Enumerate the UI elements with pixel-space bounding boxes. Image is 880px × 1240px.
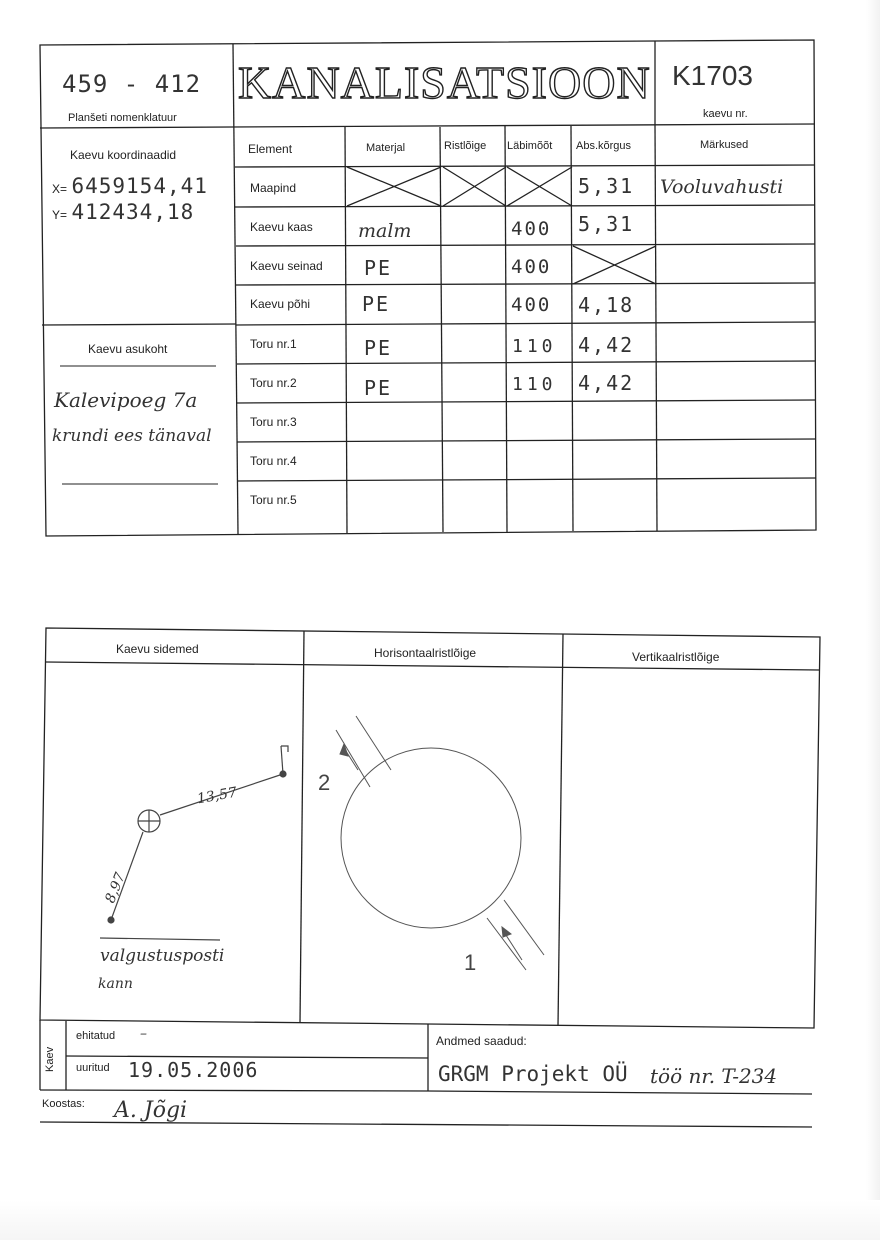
row-abs-5: 4,42 (578, 371, 635, 395)
coordinate-x-label: X= (52, 182, 68, 196)
built-label: ehitatud (76, 1030, 116, 1042)
horizontal-section-diagram (304, 670, 559, 1010)
col-header-labimoot: Läbimõõt (507, 140, 553, 152)
row-materjal-4: PE (364, 336, 393, 360)
well-cross-section-circle (341, 748, 521, 928)
tie-distance-1: 13,57 (195, 784, 239, 808)
row-labimoot-2: 400 (511, 256, 552, 278)
row-element-3: Kaevu põhi (250, 297, 311, 311)
col-header-ristloige: Ristlõige (444, 140, 487, 152)
vertical-section-label: Vertikaalristlõige (632, 650, 720, 664)
built-value: – (140, 1026, 147, 1042)
row-abs-3: 4,18 (578, 293, 635, 317)
well-number-label: kaevu nr. (703, 108, 748, 120)
compiled-label: Koostas: (42, 1098, 85, 1110)
horizontal-section-label: Horisontaalristlõige (374, 646, 477, 660)
pipe-2-label: 2 (318, 770, 331, 795)
well-number-value: K1703 (672, 60, 753, 91)
data-source-value: GRGM Projekt OÜ (438, 1062, 628, 1086)
surveyed-label: uuritud (76, 1062, 110, 1074)
form-title: KANALISATSIOON (238, 57, 651, 108)
tie-distance-2: 8,97 (102, 870, 129, 906)
row-abs-1: 5,31 (578, 212, 635, 236)
ties-label: Kaevu sidemed (116, 642, 199, 656)
coordinate-y (52, 200, 194, 224)
nomenclature-value: 459 - 412 (62, 70, 202, 98)
row-element-6: Toru nr.3 (250, 415, 297, 429)
row-element-5: Toru nr.2 (250, 376, 297, 390)
row-element-2: Kaevu seinad (250, 259, 323, 273)
coordinate-y-label: Y= (52, 208, 68, 222)
row-materjal-2: PE (364, 256, 393, 280)
location-line-2: krundi ees tänaval (52, 426, 212, 446)
col-header-element: Element (248, 142, 293, 156)
row-element-1: Kaevu kaas (250, 220, 313, 234)
coordinate-y-value: 412434,18 (71, 200, 195, 224)
work-number-value: töö nr. T-234 (650, 1064, 778, 1088)
row-labimoot-1: 400 (511, 218, 552, 240)
nomenclature-label: Planšeti nomenklatuur (68, 112, 177, 124)
compiled-value: A. Jõgi (114, 1098, 188, 1123)
location-line-1: Kalevipoeg 7a (54, 388, 198, 412)
row-element-8: Toru nr.5 (250, 493, 297, 507)
row-abs-4: 4,42 (578, 333, 635, 357)
coordinate-x (52, 174, 208, 198)
tie-target-label-2: kann (98, 976, 133, 992)
row-element-0: Maapind (250, 181, 297, 195)
row-materjal-5: PE (364, 376, 393, 400)
coordinate-x-value: 6459154,41 (71, 174, 208, 198)
col-header-materjal: Materjal (366, 142, 406, 154)
col-header-markused: Märkused (700, 139, 749, 151)
footer-side-label: Kaev (44, 1046, 56, 1072)
row-materjal-1: malm (358, 220, 412, 242)
coordinates-label: Kaevu koordinaadid (70, 148, 177, 162)
tie-target-label: valgustusposti (100, 946, 225, 966)
row-element-7: Toru nr.4 (250, 454, 297, 468)
row-markused-0: Vooluvahusti (660, 176, 784, 198)
location-label: Kaevu asukoht (88, 342, 168, 356)
row-materjal-3: PE (362, 292, 391, 316)
row-labimoot-3: 400 (511, 294, 552, 316)
data-source-label: Andmed saadud: (436, 1034, 527, 1048)
col-header-abs-korgus: Abs.kõrgus (576, 140, 632, 152)
row-labimoot-5: 110 (512, 374, 557, 395)
row-abs-0: 5,31 (578, 174, 635, 198)
pipe-1-label: 1 (464, 950, 477, 975)
row-element-4: Toru nr.1 (250, 337, 297, 351)
surveyed-value: 19.05.2006 (128, 1058, 259, 1082)
row-labimoot-4: 110 (512, 336, 557, 357)
